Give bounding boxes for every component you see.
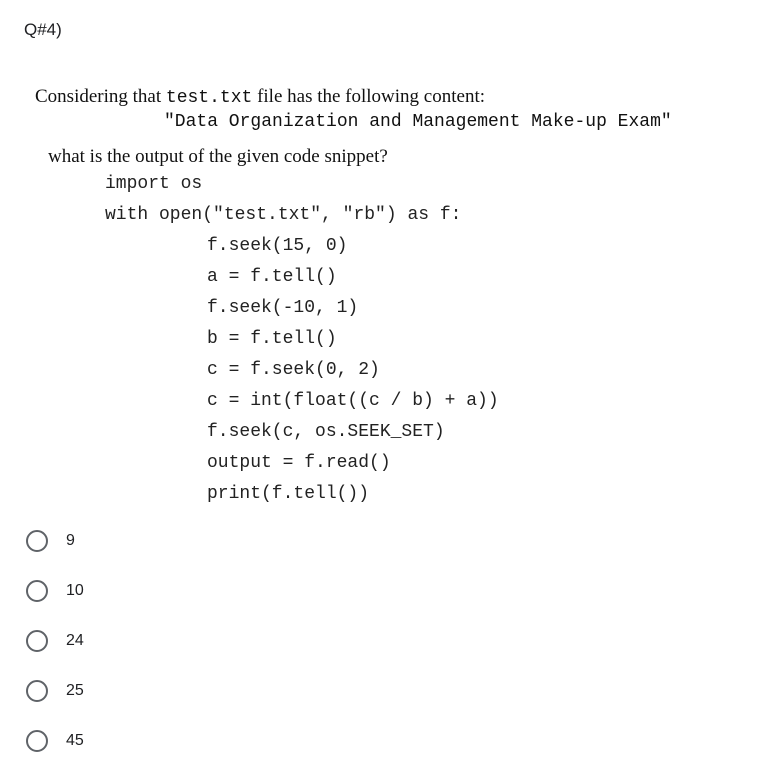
option-label[interactable]: 10 [66, 582, 84, 599]
file-content: "Data Organization and Management Make-up Exam" [164, 112, 672, 132]
option-label[interactable]: 45 [66, 732, 84, 749]
code-line: c = int(float((c / b) + a)) [207, 391, 499, 411]
option-label[interactable]: 9 [66, 532, 75, 549]
code-line: import os [105, 174, 203, 194]
code-line: f.seek(c, os.SEEK_SET) [207, 422, 445, 442]
option-9[interactable] [26, 528, 75, 554]
option-24[interactable] [26, 628, 84, 654]
option-label[interactable]: 24 [66, 632, 84, 649]
question-text: what is the output of the given code snippet? [48, 146, 388, 167]
radio-button[interactable] [26, 530, 48, 552]
prompt-suffix: file has the following content: [252, 86, 486, 107]
question-number: Q#4) [24, 20, 62, 39]
option-25[interactable] [26, 678, 84, 704]
code-line: f.seek(15, 0) [207, 236, 348, 256]
code-line: with open("test.txt", "rb") as f: [105, 205, 462, 225]
option-label[interactable]: 25 [66, 682, 84, 699]
code-line: output = f.read() [207, 453, 391, 473]
code-line: b = f.tell() [207, 329, 337, 349]
prompt-prefix: Considering that [35, 86, 166, 107]
radio-button[interactable] [26, 630, 48, 652]
radio-button[interactable] [26, 730, 48, 752]
code-line: c = f.seek(0, 2) [207, 360, 380, 380]
option-10[interactable] [26, 578, 84, 604]
prompt-filename: test.txt [165, 88, 253, 108]
option-45[interactable] [26, 728, 84, 754]
code-line: a = f.tell() [207, 267, 337, 287]
code-line: f.seek(-10, 1) [207, 298, 359, 318]
radio-button[interactable] [26, 580, 48, 602]
code-line: print(f.tell()) [207, 484, 370, 504]
question-prompt [35, 86, 485, 108]
radio-button[interactable] [26, 680, 48, 702]
